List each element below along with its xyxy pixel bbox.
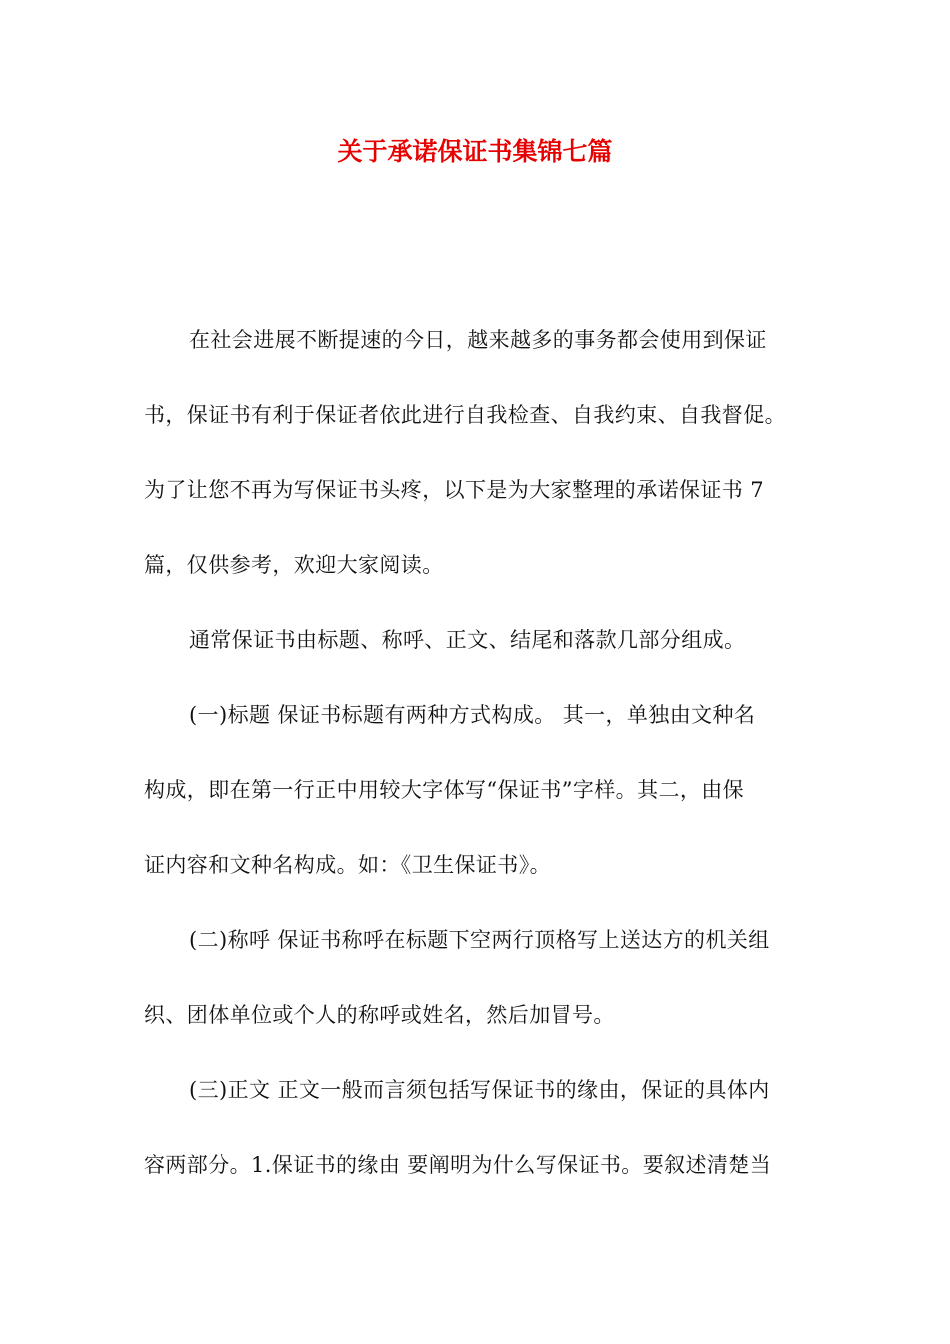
paragraph-line: 为了让您不再为写保证书头疼，以下是为大家整理的承诺保证书 7	[144, 478, 765, 502]
paragraph-line: 容两部分。1.保证书的缘由 要阐明为什么写保证书。要叙述清楚当	[144, 1153, 772, 1177]
paragraph-line: 书，保证书有利于保证者依此进行自我检查、自我约束、自我督促。	[144, 403, 786, 427]
paragraph-line: (二)称呼 保证书称呼在标题下空两行顶格写上送达方的机关组	[189, 928, 770, 952]
paragraph-line: 通常保证书由标题、称呼、正文、结尾和落款几部分组成。	[189, 628, 746, 652]
paragraph-line: 证内容和文种名构成。如：《卫生保证书》。	[144, 853, 551, 877]
paragraph-line: (一)标题 保证书标题有两种方式构成。 其一，单独由文种名	[189, 703, 756, 727]
paragraph-line: 在社会进展不断提速的今日，越来越多的事务都会使用到保证	[189, 328, 767, 352]
paragraph-line: 篇，仅供参考，欢迎大家阅读。	[144, 553, 444, 577]
paragraph-line: 构成，即在第一行正中用较大字体写“保证书”字样。其二，由保	[144, 778, 745, 802]
paragraph-line: 织、团体单位或个人的称呼或姓名，然后加冒号。	[144, 1003, 615, 1027]
paragraph-line: (三)正文 正文一般而言须包括写保证书的缘由，保证的具体内	[189, 1078, 770, 1102]
document-title: 关于承诺保证书集锦七篇	[337, 137, 613, 166]
